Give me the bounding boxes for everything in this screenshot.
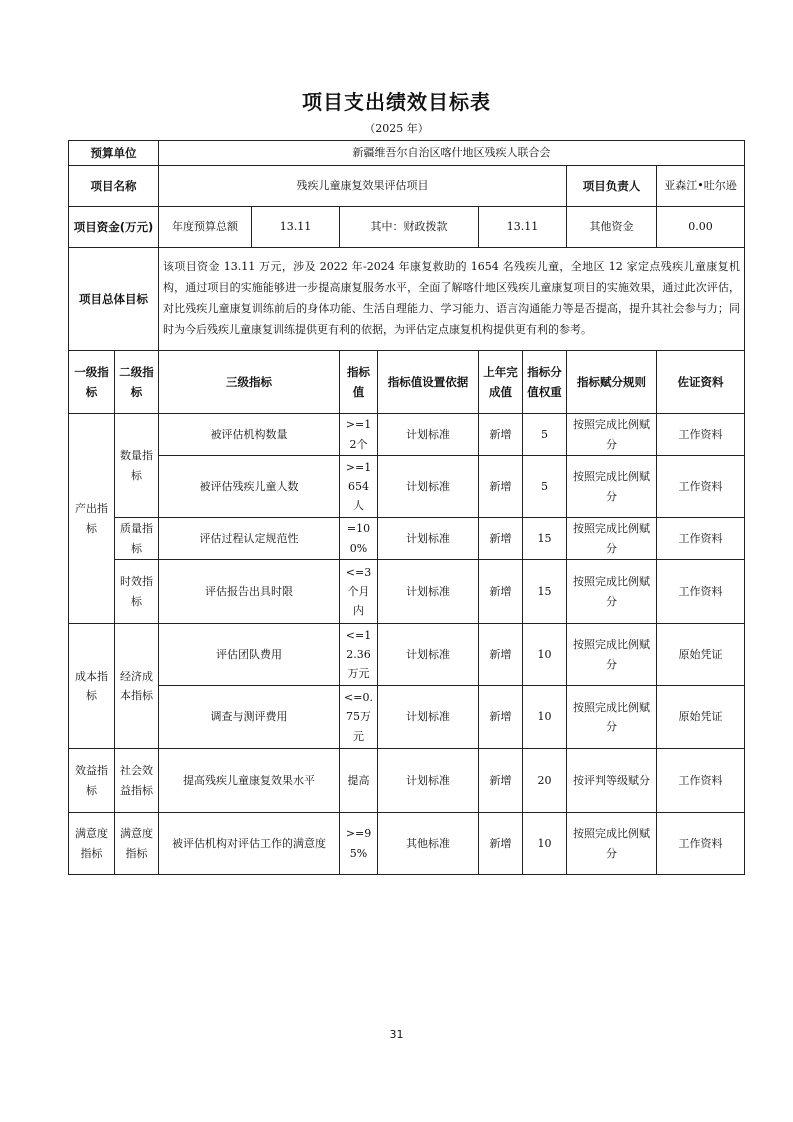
indicator-basis: 计划标准 [378, 414, 479, 456]
project-name-label: 项目名称 [69, 166, 159, 207]
indicator-last-year: 新增 [479, 456, 523, 518]
group-output: 产出指标 [69, 414, 115, 624]
col-level3-header: 三级指标 [159, 351, 340, 414]
indicator-value: =100% [340, 518, 378, 560]
indicator-name: 调查与测评费用 [159, 686, 340, 749]
indicator-weight: 20 [523, 749, 567, 813]
indicator-basis: 计划标准 [378, 518, 479, 560]
indicator-rule: 按照完成比例赋分 [567, 560, 657, 624]
subgroup-satisfaction: 满意度指标 [115, 813, 159, 875]
indicator-evidence: 工作资料 [657, 749, 745, 813]
indicator-last-year: 新增 [479, 624, 523, 686]
indicator-last-year: 新增 [479, 414, 523, 456]
col-level2-header: 二级指标 [115, 351, 159, 414]
budget-unit-row [69, 141, 745, 166]
other-funds-value: 0.00 [657, 207, 745, 248]
indicator-rule: 按评判等级赋分 [567, 749, 657, 813]
table-row [69, 686, 745, 749]
budget-unit-value: 新疆维吾尔自治区喀什地区残疾人联合会 [159, 141, 745, 166]
group-satisfaction: 满意度指标 [69, 813, 115, 875]
project-funds-row [69, 207, 745, 248]
indicator-rule: 按照完成比例赋分 [567, 456, 657, 518]
subgroup-timeliness: 时效指标 [115, 560, 159, 624]
indicator-name: 评估团队费用 [159, 624, 340, 686]
performance-table [68, 140, 745, 875]
indicator-weight: 10 [523, 624, 567, 686]
page-title: 项目支出绩效目标表 [302, 90, 491, 114]
indicator-evidence: 原始凭证 [657, 624, 745, 686]
indicator-value: 提高 [340, 749, 378, 813]
indicator-basis: 计划标准 [378, 749, 479, 813]
fiscal-funds-label: 其中：财政拨款 [340, 207, 479, 248]
indicator-rule: 按照完成比例赋分 [567, 518, 657, 560]
indicator-weight: 10 [523, 686, 567, 749]
subgroup-quality: 质量指标 [115, 518, 159, 560]
overall-goal-text: 该项目资金 13.11 万元，涉及 2022 年-2024 年康复救助的 1654 名残疾儿童，全地区 12 家定点残疾儿童康复机构，通过项目的实施能够进一步提高康复服务水平，全面了解喀什地区残疾儿童康复项目的实施效果，通过此次评估，对比残疾儿童康复训练前后的身体功能、生活自理能力、学习能力、语言沟通能力等是否提高，提升其社会参与力；同时为今后残疾儿童康复训练提供更有利的依据，为评估定点康复机构提供更有利的参考。 [159, 248, 745, 351]
group-cost: 成本指标 [69, 624, 115, 749]
overall-goal-label: 项目总体目标 [69, 248, 159, 351]
indicator-evidence: 原始凭证 [657, 686, 745, 749]
indicator-weight: 5 [523, 456, 567, 518]
group-benefit: 效益指标 [69, 749, 115, 813]
budget-unit-label: 预算单位 [69, 141, 159, 166]
indicator-evidence: 工作资料 [657, 518, 745, 560]
col-level1-header: 一级指标 [69, 351, 115, 414]
indicator-value: <=12.36万元 [340, 624, 378, 686]
annual-budget-value: 13.11 [252, 207, 340, 248]
indicator-last-year: 新增 [479, 813, 523, 875]
indicator-last-year: 新增 [479, 518, 523, 560]
indicator-weight: 15 [523, 560, 567, 624]
indicator-last-year: 新增 [479, 560, 523, 624]
indicator-value: >=1654人 [340, 456, 378, 518]
col-evidence-header: 佐证资料 [657, 351, 745, 414]
table-row [69, 414, 745, 456]
indicator-last-year: 新增 [479, 749, 523, 813]
table-row [69, 624, 745, 686]
indicator-name: 被评估残疾儿童人数 [159, 456, 340, 518]
fiscal-funds-value: 13.11 [479, 207, 567, 248]
col-value-header: 指标值 [340, 351, 378, 414]
indicator-basis: 计划标准 [378, 456, 479, 518]
indicator-value: <=3个月内 [340, 560, 378, 624]
subgroup-economic-cost: 经济成本指标 [115, 624, 159, 749]
subgroup-social-benefit: 社会效益指标 [115, 749, 159, 813]
column-header-row [69, 351, 745, 414]
indicator-evidence: 工作资料 [657, 813, 745, 875]
indicator-basis: 计划标准 [378, 560, 479, 624]
indicator-value: >=12个 [340, 414, 378, 456]
overall-goal-row [69, 248, 745, 351]
indicator-name: 评估过程认定规范性 [159, 518, 340, 560]
indicator-evidence: 工作资料 [657, 414, 745, 456]
indicator-basis: 计划标准 [378, 686, 479, 749]
indicator-value: >=95% [340, 813, 378, 875]
indicator-rule: 按照完成比例赋分 [567, 624, 657, 686]
table-row [69, 813, 745, 875]
subgroup-quantity: 数量指标 [115, 414, 159, 518]
project-leader-value: 亚森江•吐尔逊 [657, 166, 745, 207]
annual-budget-label: 年度预算总额 [159, 207, 252, 248]
other-funds-label: 其他资金 [567, 207, 657, 248]
table-row [69, 518, 745, 560]
indicator-basis: 其他标准 [378, 813, 479, 875]
indicator-weight: 15 [523, 518, 567, 560]
indicator-evidence: 工作资料 [657, 456, 745, 518]
table-row [69, 560, 745, 624]
table-row [69, 456, 745, 518]
table-row [69, 749, 745, 813]
project-name-row [69, 166, 745, 207]
col-last-year-header: 上年完成值 [479, 351, 523, 414]
indicator-basis: 计划标准 [378, 624, 479, 686]
indicator-rule: 按照完成比例赋分 [567, 813, 657, 875]
page-number: 31 [389, 1028, 404, 1041]
indicator-name: 提高残疾儿童康复效果水平 [159, 749, 340, 813]
indicator-evidence: 工作资料 [657, 560, 745, 624]
project-name-value: 残疾儿童康复效果评估项目 [159, 166, 567, 207]
col-weight-header: 指标分值权重 [523, 351, 567, 414]
col-rule-header: 指标赋分规则 [567, 351, 657, 414]
indicator-rule: 按照完成比例赋分 [567, 686, 657, 749]
indicator-rule: 按照完成比例赋分 [567, 414, 657, 456]
indicator-last-year: 新增 [479, 686, 523, 749]
indicator-name: 被评估机构数量 [159, 414, 340, 456]
project-funds-label: 项目资金(万元) [69, 207, 159, 248]
indicator-name: 被评估机构对评估工作的满意度 [159, 813, 340, 875]
indicator-value: <=0.75万元 [340, 686, 378, 749]
year-subtitle: （2025 年） [364, 122, 429, 135]
indicator-weight: 5 [523, 414, 567, 456]
col-basis-header: 指标值设置依据 [378, 351, 479, 414]
project-leader-label: 项目负责人 [567, 166, 657, 207]
indicator-name: 评估报告出具时限 [159, 560, 340, 624]
indicator-weight: 10 [523, 813, 567, 875]
